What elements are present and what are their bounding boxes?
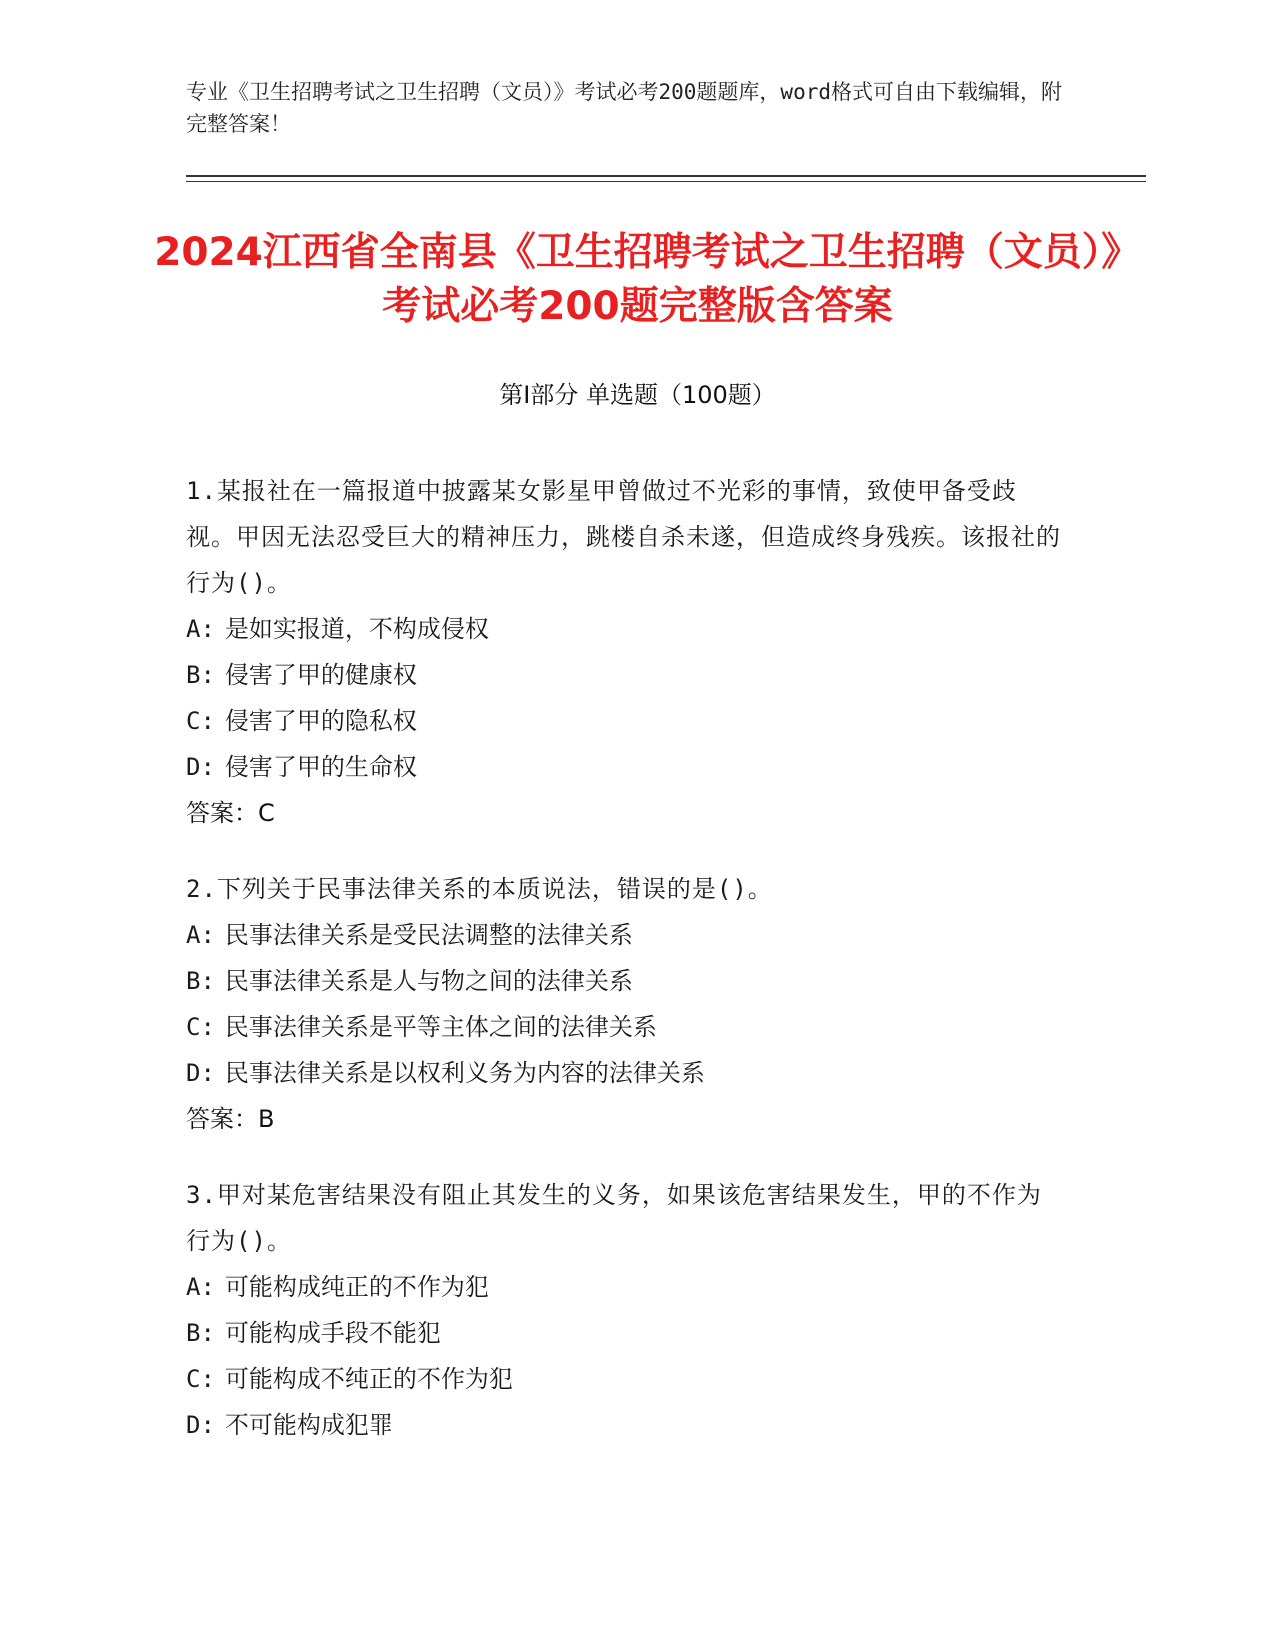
question-list <box>186 468 1066 1478</box>
answer-value: C <box>258 799 275 827</box>
option-text: 可能构成手段不能犯 <box>224 1319 441 1347</box>
option-key: C: <box>186 1013 215 1041</box>
option-c <box>186 1004 1066 1050</box>
question-stem: 2.下列关于民事法律关系的本质说法，错误的是()。 <box>186 875 773 903</box>
option-a <box>186 1264 1066 1310</box>
option-key: A: <box>186 615 215 643</box>
option-text: 可能构成不纯正的不作为犯 <box>224 1365 513 1393</box>
option-key: B: <box>186 1319 215 1347</box>
option-text: 民事法律关系是人与物之间的法律关系 <box>224 967 633 995</box>
option-key: A: <box>186 1273 215 1301</box>
option-key: B: <box>186 967 215 995</box>
option-key: D: <box>186 1411 215 1439</box>
option-d <box>186 1402 1066 1448</box>
header-rule-thick <box>186 175 1146 177</box>
question-3 <box>186 1172 1066 1448</box>
option-a <box>186 912 1066 958</box>
question-1 <box>186 468 1066 836</box>
option-text: 是如实报道，不构成侵权 <box>224 615 489 643</box>
header-note: 专业《卫生招聘考试之卫生招聘（文员）》考试必考200题题库，word格式可自由下载编辑，附完整答案！ <box>186 80 1062 136</box>
option-b <box>186 652 1066 698</box>
option-c <box>186 698 1066 744</box>
answer-value: B <box>258 1105 275 1133</box>
answer-line <box>186 790 1066 836</box>
answer-label: 答案： <box>186 1105 258 1133</box>
option-text: 可能构成纯正的不作为犯 <box>224 1273 489 1301</box>
header-rule-thin <box>186 181 1146 182</box>
option-b <box>186 958 1066 1004</box>
option-text: 民事法律关系是以权利义务为内容的法律关系 <box>224 1059 705 1087</box>
option-key: B: <box>186 661 215 689</box>
question-stem: 3.甲对某危害结果没有阻止其发生的义务，如果该危害结果发生，甲的不作为行为()。 <box>186 1181 1042 1255</box>
option-text: 民事法律关系是平等主体之间的法律关系 <box>224 1013 657 1041</box>
option-d <box>186 1050 1066 1096</box>
section-title: 第Ⅰ部分 单选题（100题） <box>499 381 776 409</box>
option-text: 侵害了甲的隐私权 <box>224 707 417 735</box>
option-key: A: <box>186 921 215 949</box>
document-title: 2024江西省全南县《卫生招聘考试之卫生招聘（文员）》考试必考200题完整版含答案 <box>154 230 1121 329</box>
option-text: 不可能构成犯罪 <box>224 1411 393 1439</box>
option-b <box>186 1310 1066 1356</box>
option-key: D: <box>186 1059 215 1087</box>
option-c <box>186 1356 1066 1402</box>
option-key: C: <box>186 1365 215 1393</box>
question-2 <box>186 866 1066 1142</box>
option-text: 侵害了甲的健康权 <box>224 661 417 689</box>
option-text: 民事法律关系是受民法调整的法律关系 <box>224 921 633 949</box>
option-a <box>186 606 1066 652</box>
option-d <box>186 744 1066 790</box>
answer-line <box>186 1096 1066 1142</box>
option-key: C: <box>186 707 215 735</box>
answer-label: 答案： <box>186 799 258 827</box>
option-text: 侵害了甲的生命权 <box>224 753 417 781</box>
option-key: D: <box>186 753 215 781</box>
question-stem: 1.某报社在一篇报道中披露某女影星甲曾做过不光彩的事情，致使甲备受歧视。甲因无法忍受巨大的精神压力，跳楼自杀未遂，但造成终身残疾。该报社的行为()。 <box>186 477 1061 597</box>
